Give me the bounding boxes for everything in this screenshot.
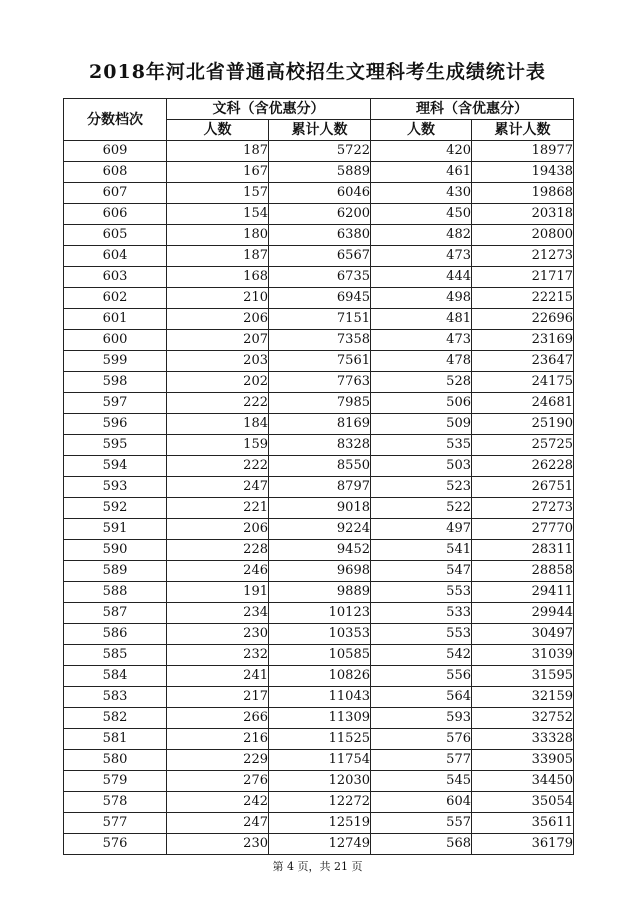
score-cell: 582 bbox=[64, 708, 167, 729]
table-row bbox=[64, 624, 574, 645]
like-cumulative-cell: 18977 bbox=[472, 141, 574, 162]
score-cell: 607 bbox=[64, 183, 167, 204]
like-cumulative-cell: 20800 bbox=[472, 225, 574, 246]
like-cumulative-cell: 29944 bbox=[472, 603, 574, 624]
table-row bbox=[64, 309, 574, 330]
wenke-cumulative-cell: 11309 bbox=[269, 708, 371, 729]
wenke-cumulative-cell: 7561 bbox=[269, 351, 371, 372]
wenke-count-cell: 206 bbox=[167, 309, 269, 330]
like-cumulative-cell: 28311 bbox=[472, 540, 574, 561]
wenke-count-cell: 203 bbox=[167, 351, 269, 372]
like-cumulative-cell: 36179 bbox=[472, 834, 574, 855]
score-cell: 601 bbox=[64, 309, 167, 330]
score-cell: 585 bbox=[64, 645, 167, 666]
wenke-cumulative-cell: 12519 bbox=[269, 813, 371, 834]
like-count-cell: 557 bbox=[371, 813, 472, 834]
like-count-cell: 498 bbox=[371, 288, 472, 309]
score-cell: 587 bbox=[64, 603, 167, 624]
wenke-cumulative-cell: 8328 bbox=[269, 435, 371, 456]
page-footer: 第 4 页，共 21 页 bbox=[272, 860, 363, 873]
score-cell: 604 bbox=[64, 246, 167, 267]
table-row bbox=[64, 666, 574, 687]
like-cumulative-cell: 27273 bbox=[472, 498, 574, 519]
like-cumulative-cell: 22215 bbox=[472, 288, 574, 309]
score-cell: 588 bbox=[64, 582, 167, 603]
wenke-count-cell: 222 bbox=[167, 456, 269, 477]
wenke-count-cell: 184 bbox=[167, 414, 269, 435]
wenke-cumulative-cell: 9452 bbox=[269, 540, 371, 561]
like-cumulative-cell: 23169 bbox=[472, 330, 574, 351]
wenke-count-cell: 180 bbox=[167, 225, 269, 246]
like-cumulative-cell: 27770 bbox=[472, 519, 574, 540]
header-segment: 分数档次 bbox=[64, 99, 167, 141]
table-body bbox=[64, 141, 574, 855]
score-cell: 594 bbox=[64, 456, 167, 477]
wenke-count-cell: 187 bbox=[167, 141, 269, 162]
score-cell: 592 bbox=[64, 498, 167, 519]
wenke-cumulative-cell: 8550 bbox=[269, 456, 371, 477]
like-cumulative-cell: 24681 bbox=[472, 393, 574, 414]
like-count-cell: 545 bbox=[371, 771, 472, 792]
like-count-cell: 604 bbox=[371, 792, 472, 813]
like-count-cell: 523 bbox=[371, 477, 472, 498]
like-cumulative-cell: 22696 bbox=[472, 309, 574, 330]
table-row bbox=[64, 498, 574, 519]
wenke-cumulative-cell: 12749 bbox=[269, 834, 371, 855]
wenke-count-cell: 159 bbox=[167, 435, 269, 456]
like-cumulative-cell: 26228 bbox=[472, 456, 574, 477]
like-count-cell: 430 bbox=[371, 183, 472, 204]
like-count-cell: 420 bbox=[371, 141, 472, 162]
like-count-cell: 542 bbox=[371, 645, 472, 666]
like-count-cell: 478 bbox=[371, 351, 472, 372]
table-row bbox=[64, 204, 574, 225]
score-cell: 598 bbox=[64, 372, 167, 393]
score-cell: 600 bbox=[64, 330, 167, 351]
table-row bbox=[64, 141, 574, 162]
wenke-count-cell: 229 bbox=[167, 750, 269, 771]
like-cumulative-cell: 33905 bbox=[472, 750, 574, 771]
wenke-cumulative-cell: 6046 bbox=[269, 183, 371, 204]
wenke-count-cell: 228 bbox=[167, 540, 269, 561]
wenke-count-cell: 154 bbox=[167, 204, 269, 225]
score-cell: 584 bbox=[64, 666, 167, 687]
header-wenke-count: 人数 bbox=[167, 120, 269, 141]
wenke-count-cell: 246 bbox=[167, 561, 269, 582]
score-cell: 593 bbox=[64, 477, 167, 498]
wenke-count-cell: 222 bbox=[167, 393, 269, 414]
wenke-count-cell: 157 bbox=[167, 183, 269, 204]
wenke-cumulative-cell: 6945 bbox=[269, 288, 371, 309]
wenke-count-cell: 232 bbox=[167, 645, 269, 666]
table-row bbox=[64, 792, 574, 813]
score-table bbox=[63, 98, 574, 855]
like-cumulative-cell: 32752 bbox=[472, 708, 574, 729]
like-cumulative-cell: 30497 bbox=[472, 624, 574, 645]
score-cell: 586 bbox=[64, 624, 167, 645]
wenke-cumulative-cell: 5889 bbox=[269, 162, 371, 183]
table-row bbox=[64, 750, 574, 771]
like-cumulative-cell: 31595 bbox=[472, 666, 574, 687]
table-row bbox=[64, 351, 574, 372]
table-row bbox=[64, 477, 574, 498]
like-count-cell: 553 bbox=[371, 582, 472, 603]
wenke-count-cell: 191 bbox=[167, 582, 269, 603]
wenke-count-cell: 221 bbox=[167, 498, 269, 519]
table-row bbox=[64, 330, 574, 351]
like-cumulative-cell: 35054 bbox=[472, 792, 574, 813]
table-row bbox=[64, 687, 574, 708]
like-count-cell: 535 bbox=[371, 435, 472, 456]
wenke-cumulative-cell: 5722 bbox=[269, 141, 371, 162]
table-row bbox=[64, 162, 574, 183]
like-count-cell: 503 bbox=[371, 456, 472, 477]
like-count-cell: 568 bbox=[371, 834, 472, 855]
like-cumulative-cell: 34450 bbox=[472, 771, 574, 792]
table-row bbox=[64, 372, 574, 393]
table-row bbox=[64, 183, 574, 204]
table-row bbox=[64, 561, 574, 582]
table-row bbox=[64, 708, 574, 729]
like-count-cell: 553 bbox=[371, 624, 472, 645]
score-cell: 597 bbox=[64, 393, 167, 414]
wenke-cumulative-cell: 10585 bbox=[269, 645, 371, 666]
score-cell: 577 bbox=[64, 813, 167, 834]
score-cell: 599 bbox=[64, 351, 167, 372]
wenke-count-cell: 266 bbox=[167, 708, 269, 729]
wenke-cumulative-cell: 9889 bbox=[269, 582, 371, 603]
wenke-cumulative-cell: 11043 bbox=[269, 687, 371, 708]
like-count-cell: 473 bbox=[371, 330, 472, 351]
wenke-cumulative-cell: 6380 bbox=[269, 225, 371, 246]
wenke-cumulative-cell: 9224 bbox=[269, 519, 371, 540]
header-like-count: 人数 bbox=[371, 120, 472, 141]
wenke-count-cell: 206 bbox=[167, 519, 269, 540]
score-cell: 602 bbox=[64, 288, 167, 309]
wenke-count-cell: 167 bbox=[167, 162, 269, 183]
score-cell: 581 bbox=[64, 729, 167, 750]
table-row bbox=[64, 225, 574, 246]
wenke-count-cell: 247 bbox=[167, 477, 269, 498]
wenke-cumulative-cell: 7151 bbox=[269, 309, 371, 330]
wenke-count-cell: 230 bbox=[167, 834, 269, 855]
like-count-cell: 576 bbox=[371, 729, 472, 750]
wenke-cumulative-cell: 6567 bbox=[269, 246, 371, 267]
table-row bbox=[64, 288, 574, 309]
table-row bbox=[64, 435, 574, 456]
like-count-cell: 541 bbox=[371, 540, 472, 561]
header-like: 理科（含优惠分） bbox=[371, 99, 574, 120]
table-row bbox=[64, 246, 574, 267]
wenke-cumulative-cell: 7985 bbox=[269, 393, 371, 414]
wenke-cumulative-cell: 6735 bbox=[269, 267, 371, 288]
page-title: 2018年河北省普通高校招生文理科考生成绩统计表 bbox=[89, 61, 546, 83]
score-cell: 608 bbox=[64, 162, 167, 183]
like-count-cell: 509 bbox=[371, 414, 472, 435]
like-count-cell: 461 bbox=[371, 162, 472, 183]
table-row bbox=[64, 414, 574, 435]
wenke-count-cell: 242 bbox=[167, 792, 269, 813]
like-count-cell: 533 bbox=[371, 603, 472, 624]
like-cumulative-cell: 23647 bbox=[472, 351, 574, 372]
score-cell: 583 bbox=[64, 687, 167, 708]
like-cumulative-cell: 21717 bbox=[472, 267, 574, 288]
wenke-cumulative-cell: 9018 bbox=[269, 498, 371, 519]
score-cell: 605 bbox=[64, 225, 167, 246]
score-cell: 578 bbox=[64, 792, 167, 813]
score-cell: 590 bbox=[64, 540, 167, 561]
like-count-cell: 482 bbox=[371, 225, 472, 246]
score-cell: 589 bbox=[64, 561, 167, 582]
score-cell: 580 bbox=[64, 750, 167, 771]
like-cumulative-cell: 35611 bbox=[472, 813, 574, 834]
wenke-cumulative-cell: 12030 bbox=[269, 771, 371, 792]
score-cell: 591 bbox=[64, 519, 167, 540]
like-cumulative-cell: 26751 bbox=[472, 477, 574, 498]
wenke-cumulative-cell: 9698 bbox=[269, 561, 371, 582]
wenke-count-cell: 210 bbox=[167, 288, 269, 309]
like-cumulative-cell: 29411 bbox=[472, 582, 574, 603]
like-count-cell: 577 bbox=[371, 750, 472, 771]
like-cumulative-cell: 31039 bbox=[472, 645, 574, 666]
table-row bbox=[64, 267, 574, 288]
wenke-count-cell: 217 bbox=[167, 687, 269, 708]
wenke-cumulative-cell: 7763 bbox=[269, 372, 371, 393]
wenke-count-cell: 187 bbox=[167, 246, 269, 267]
wenke-cumulative-cell: 7358 bbox=[269, 330, 371, 351]
table-row bbox=[64, 834, 574, 855]
header-wenke-cumulative: 累计人数 bbox=[269, 120, 371, 141]
like-cumulative-cell: 25190 bbox=[472, 414, 574, 435]
wenke-cumulative-cell: 11525 bbox=[269, 729, 371, 750]
like-count-cell: 528 bbox=[371, 372, 472, 393]
like-count-cell: 593 bbox=[371, 708, 472, 729]
score-cell: 603 bbox=[64, 267, 167, 288]
table-row bbox=[64, 540, 574, 561]
like-count-cell: 506 bbox=[371, 393, 472, 414]
like-count-cell: 547 bbox=[371, 561, 472, 582]
wenke-count-cell: 216 bbox=[167, 729, 269, 750]
like-count-cell: 473 bbox=[371, 246, 472, 267]
score-cell: 579 bbox=[64, 771, 167, 792]
wenke-cumulative-cell: 11754 bbox=[269, 750, 371, 771]
wenke-cumulative-cell: 6200 bbox=[269, 204, 371, 225]
like-cumulative-cell: 20318 bbox=[472, 204, 574, 225]
table-row bbox=[64, 729, 574, 750]
table-row bbox=[64, 582, 574, 603]
like-cumulative-cell: 28858 bbox=[472, 561, 574, 582]
wenke-count-cell: 168 bbox=[167, 267, 269, 288]
header-wenke: 文科（含优惠分） bbox=[167, 99, 371, 120]
like-cumulative-cell: 25725 bbox=[472, 435, 574, 456]
table-row bbox=[64, 603, 574, 624]
table-row bbox=[64, 645, 574, 666]
table-row bbox=[64, 393, 574, 414]
wenke-count-cell: 234 bbox=[167, 603, 269, 624]
wenke-cumulative-cell: 8169 bbox=[269, 414, 371, 435]
like-count-cell: 564 bbox=[371, 687, 472, 708]
like-count-cell: 522 bbox=[371, 498, 472, 519]
table-row bbox=[64, 456, 574, 477]
wenke-cumulative-cell: 10826 bbox=[269, 666, 371, 687]
wenke-count-cell: 276 bbox=[167, 771, 269, 792]
wenke-cumulative-cell: 10123 bbox=[269, 603, 371, 624]
wenke-count-cell: 247 bbox=[167, 813, 269, 834]
like-count-cell: 481 bbox=[371, 309, 472, 330]
score-cell: 576 bbox=[64, 834, 167, 855]
like-cumulative-cell: 24175 bbox=[472, 372, 574, 393]
table-row bbox=[64, 519, 574, 540]
header-like-cumulative: 累计人数 bbox=[472, 120, 574, 141]
table-row bbox=[64, 813, 574, 834]
score-cell: 596 bbox=[64, 414, 167, 435]
wenke-cumulative-cell: 10353 bbox=[269, 624, 371, 645]
like-count-cell: 450 bbox=[371, 204, 472, 225]
wenke-count-cell: 202 bbox=[167, 372, 269, 393]
like-cumulative-cell: 32159 bbox=[472, 687, 574, 708]
like-cumulative-cell: 19868 bbox=[472, 183, 574, 204]
score-cell: 595 bbox=[64, 435, 167, 456]
wenke-count-cell: 207 bbox=[167, 330, 269, 351]
wenke-count-cell: 241 bbox=[167, 666, 269, 687]
like-count-cell: 444 bbox=[371, 267, 472, 288]
score-cell: 609 bbox=[64, 141, 167, 162]
like-count-cell: 556 bbox=[371, 666, 472, 687]
like-count-cell: 497 bbox=[371, 519, 472, 540]
like-cumulative-cell: 33328 bbox=[472, 729, 574, 750]
wenke-count-cell: 230 bbox=[167, 624, 269, 645]
like-cumulative-cell: 21273 bbox=[472, 246, 574, 267]
wenke-cumulative-cell: 12272 bbox=[269, 792, 371, 813]
like-cumulative-cell: 19438 bbox=[472, 162, 574, 183]
score-cell: 606 bbox=[64, 204, 167, 225]
table-row bbox=[64, 771, 574, 792]
wenke-cumulative-cell: 8797 bbox=[269, 477, 371, 498]
